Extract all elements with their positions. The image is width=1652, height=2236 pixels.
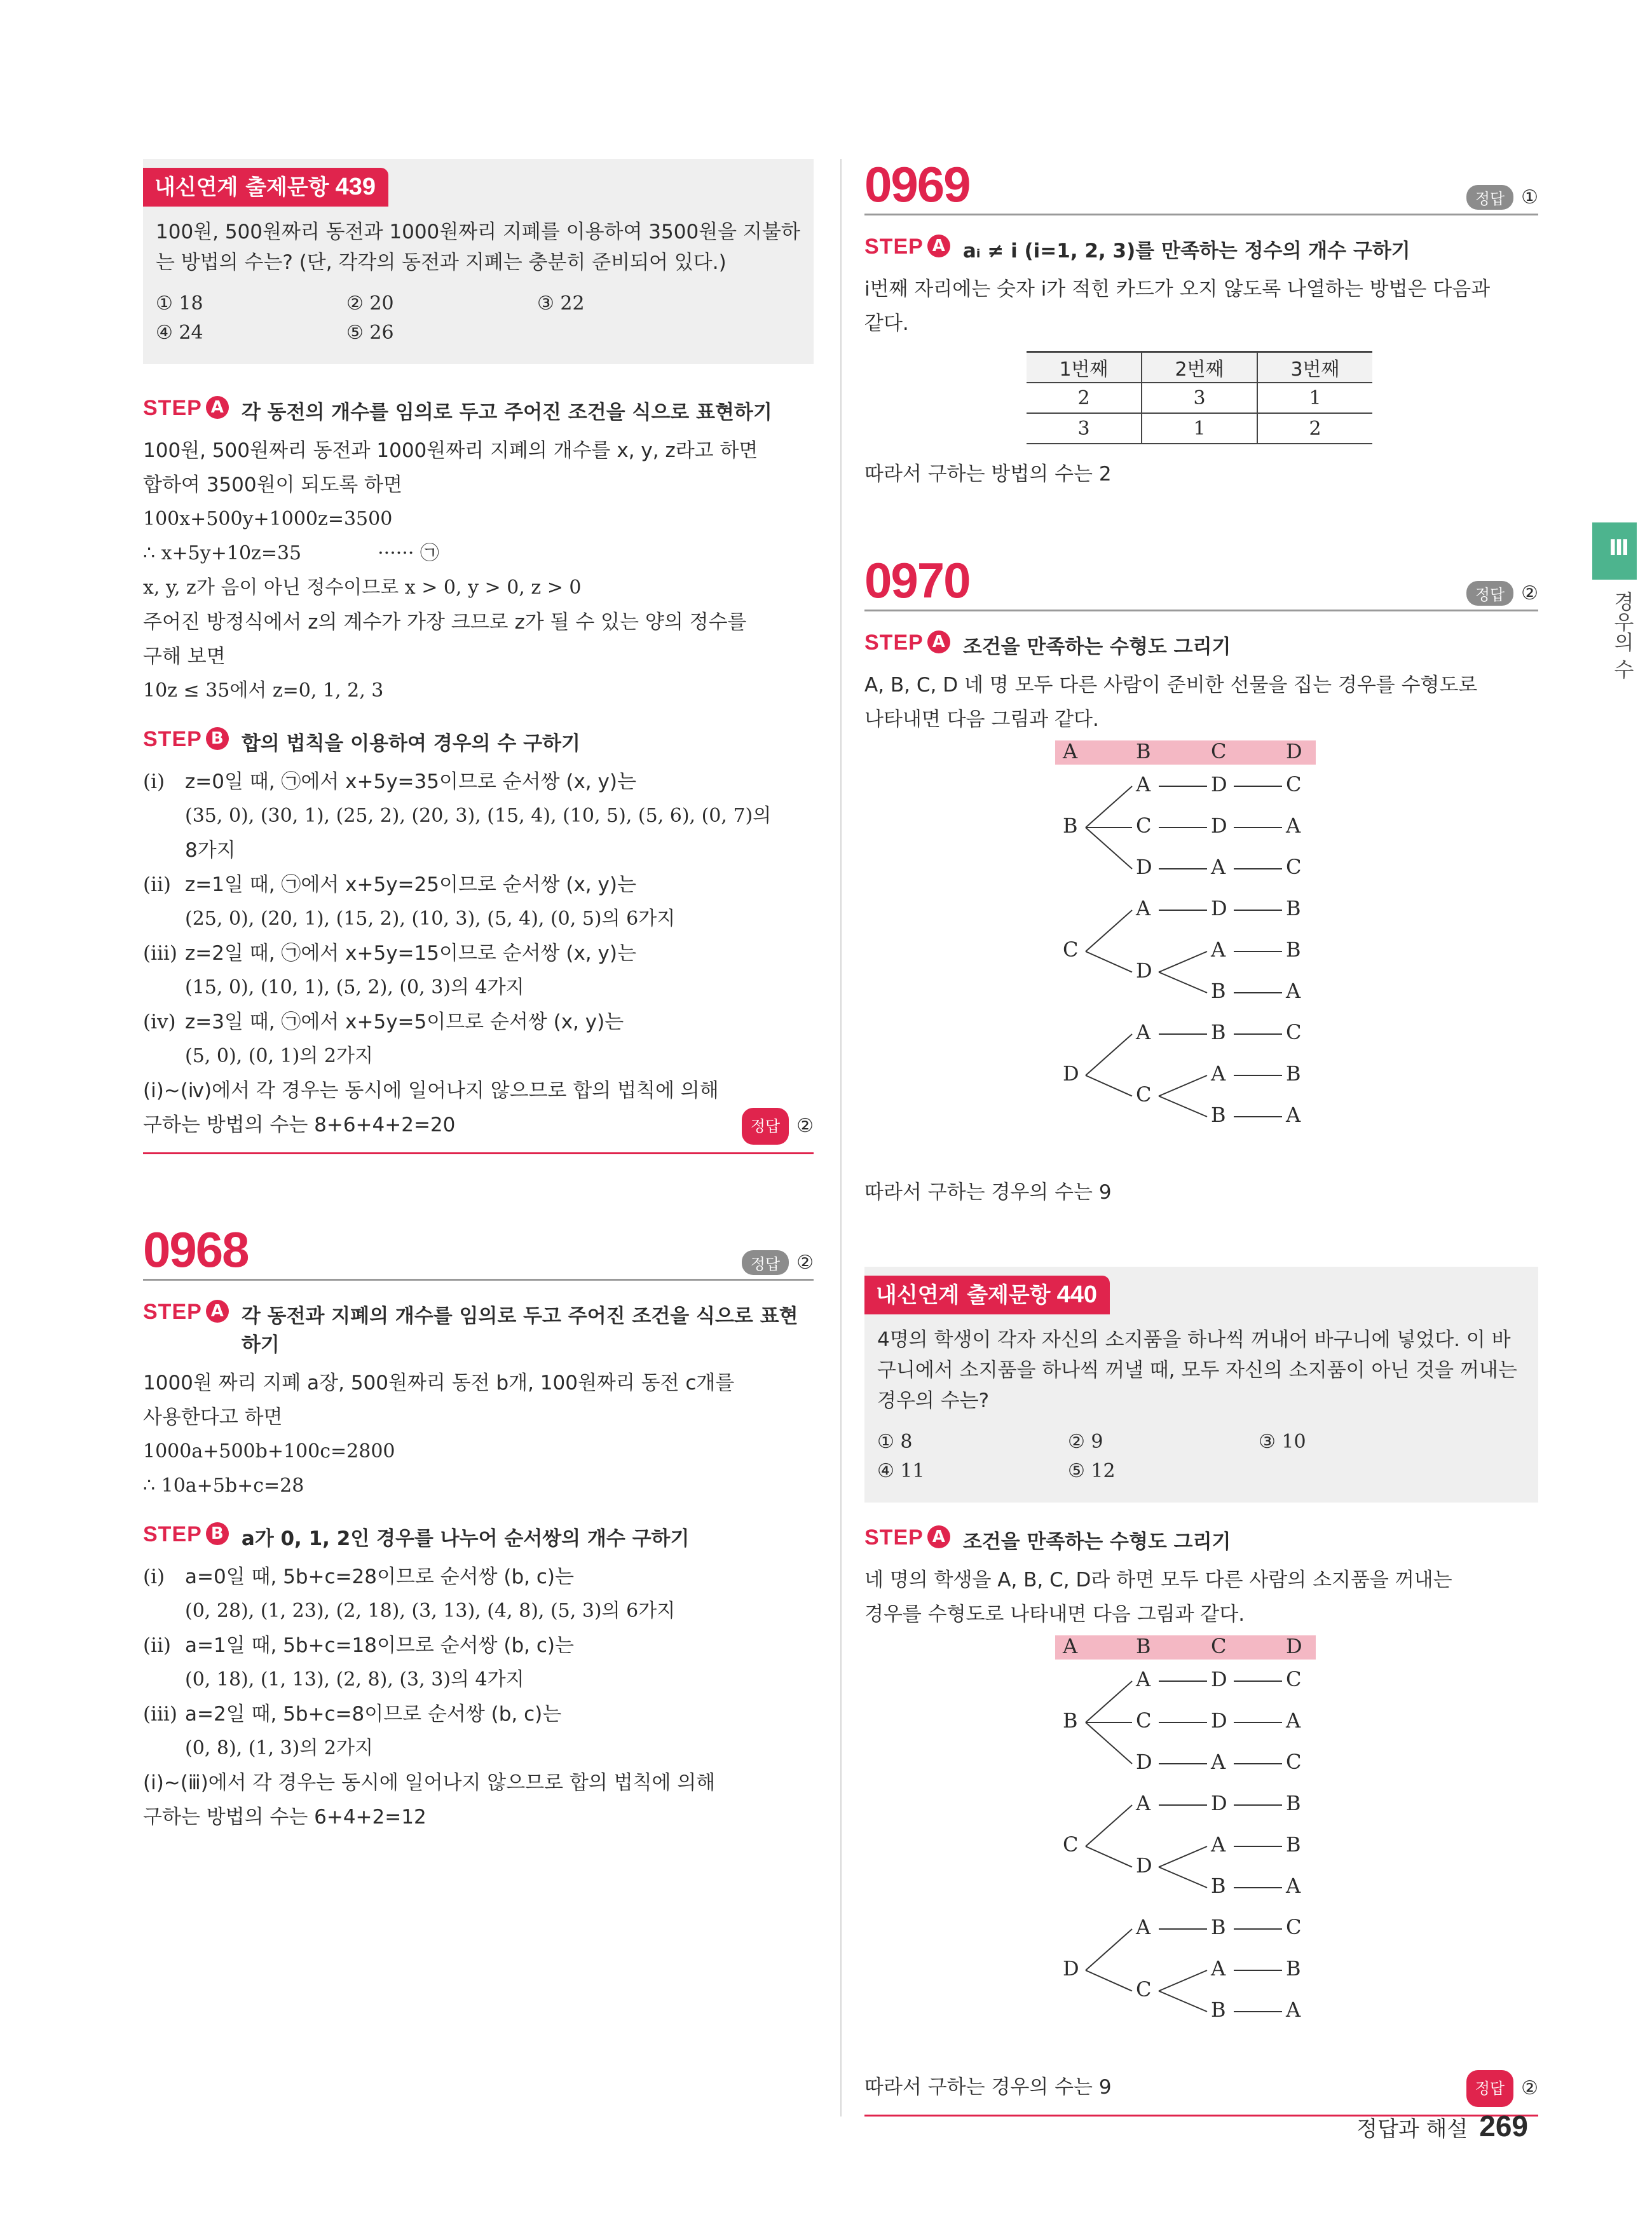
choice-3[interactable]: ③ 22 bbox=[537, 292, 585, 315]
tree-node: D bbox=[1136, 855, 1152, 879]
case-iv: (ⅳ) z=3일 때, ㉠에서 x+5y=5이므로 순서쌍 (x, y)는 bbox=[143, 1011, 624, 1033]
tree-node: C bbox=[1286, 855, 1302, 879]
conclusion: 구하는 방법의 수는 8+6+4+2=20 정답 ② bbox=[143, 1108, 814, 1145]
tree-node: C bbox=[1136, 1708, 1152, 1733]
tree-node: A bbox=[1211, 1061, 1226, 1086]
tree-node: A bbox=[1211, 1956, 1226, 1980]
text-line: 같다. bbox=[864, 312, 909, 335]
tree-edge bbox=[1086, 1034, 1132, 1075]
problem-number: 0970 bbox=[864, 552, 970, 608]
table-cell: 2 bbox=[1257, 413, 1372, 444]
step-a-heading: STEP A 각 동전의 개수를 임의로 두고 주어진 조건을 식으로 표현하기 bbox=[143, 396, 772, 424]
tree-node: B bbox=[1286, 1956, 1301, 1980]
tree-node: A bbox=[1136, 1915, 1151, 1939]
answer-badge: 정답 ① bbox=[1466, 185, 1538, 210]
tree-node: A bbox=[1136, 1791, 1151, 1815]
text-line: (ⅰ)~(ⅲ)에서 각 경우는 동시에 일어나지 않으므로 합의 법칙에 의해 bbox=[143, 1771, 716, 1794]
text-line: (0, 28), (1, 23), (2, 18), (3, 13), (4, 8), (5, 3)의 6가지 bbox=[185, 1600, 676, 1622]
tree-node: C bbox=[1286, 1667, 1302, 1691]
equation: 1000a+500b+100c=2800 bbox=[143, 1440, 395, 1462]
tree-node: A bbox=[1286, 1708, 1301, 1733]
problem-0970 bbox=[864, 552, 1538, 1210]
equation: ∴ 10a+5b+c=28 bbox=[143, 1475, 304, 1497]
case-i: (ⅰ) z=0일 때, ㉠에서 x+5y=35이므로 순서쌍 (x, y)는 bbox=[143, 770, 636, 793]
tree-node: C bbox=[1063, 937, 1079, 962]
tree-node: C bbox=[1136, 1977, 1152, 2001]
tree-node: B bbox=[1211, 1998, 1226, 2022]
text-line: 10z ≤ 35에서 z=0, 1, 2, 3 bbox=[143, 679, 384, 702]
choice-5[interactable]: ⑤ 26 bbox=[346, 322, 394, 344]
tree-header-band bbox=[1055, 1635, 1316, 1660]
tree-edge bbox=[1086, 951, 1132, 972]
choice-4[interactable]: ④ 11 bbox=[877, 1460, 925, 1482]
tree-edge bbox=[1086, 1846, 1132, 1867]
tree-node: D bbox=[1063, 1956, 1079, 1980]
tree-node: B bbox=[1286, 896, 1301, 920]
step-a-heading: STEP A 각 동전과 지폐의 개수를 임의로 두고 주어진 조건을 식으로 표현하기 bbox=[143, 1300, 798, 1356]
problem-header bbox=[143, 1224, 814, 1281]
text-line: (15, 0), (10, 1), (5, 2), (0, 3)의 4가지 bbox=[185, 976, 524, 999]
tree-node: A bbox=[1286, 1998, 1301, 2022]
text-line: (0, 8), (1, 3)의 2가지 bbox=[185, 1737, 373, 1759]
tree-edge bbox=[1086, 1805, 1132, 1846]
table-row bbox=[1027, 383, 1372, 413]
tree-node: B bbox=[1211, 1915, 1226, 1939]
problem-text: 100원, 500원짜리 동전과 1000원짜리 지폐를 이용하여 3500원을 지불하는 방법의 수는? (단, 각각의 동전과 지폐는 충분히 준비되어 있다.) bbox=[156, 221, 800, 274]
tree-node: A bbox=[1286, 1103, 1301, 1127]
tree-node: A bbox=[1136, 1667, 1151, 1691]
tree-header-label: D bbox=[1286, 739, 1302, 763]
text-line: (0, 18), (1, 13), (2, 8), (3, 3)의 4가지 bbox=[185, 1668, 524, 1691]
tree-edge bbox=[1086, 1929, 1132, 1970]
tree-node: D bbox=[1211, 896, 1227, 920]
choice-1[interactable]: ① 8 bbox=[877, 1431, 913, 1453]
text-line: 구해 보면 bbox=[143, 645, 226, 668]
tree-node: D bbox=[1063, 1061, 1079, 1086]
tree-node: C bbox=[1136, 1082, 1152, 1107]
conclusion: 따라서 구하는 방법의 수는 2 bbox=[864, 463, 1112, 486]
chapter-tab: Ⅲ bbox=[1592, 522, 1637, 580]
answer-choices bbox=[877, 1428, 1526, 1486]
choice-2[interactable]: ② 20 bbox=[346, 292, 394, 315]
tree-node: A bbox=[1211, 1832, 1226, 1857]
page-number: 269 bbox=[1479, 2110, 1528, 2143]
choice-4[interactable]: ④ 24 bbox=[156, 322, 203, 344]
text-line: i번째 자리에는 숫자 i가 적힌 카드가 오지 않도록 나열하는 방법은 다음과 bbox=[864, 278, 1491, 301]
choice-3[interactable]: ③ 10 bbox=[1259, 1431, 1306, 1453]
table-header: 3번째 bbox=[1257, 352, 1372, 383]
text-line: 1000원 짜리 지폐 a장, 500원짜리 동전 b개, 100원짜리 동전 c개를 bbox=[143, 1372, 735, 1394]
tree-edge bbox=[1159, 951, 1207, 972]
choice-5[interactable]: ⑤ 12 bbox=[1068, 1460, 1116, 1482]
tree-node: A bbox=[1286, 814, 1301, 838]
equation-labeled: ∴ x+5y+10z=35 ······ ㉠ bbox=[143, 542, 439, 564]
tree-node: B bbox=[1286, 1061, 1301, 1086]
tree-node: A bbox=[1286, 1874, 1301, 1898]
problem-number: 0968 bbox=[143, 1222, 249, 1278]
tree-node: C bbox=[1286, 1915, 1302, 1939]
naesin-problem-440 bbox=[864, 1267, 1538, 1503]
tree-node: C bbox=[1136, 814, 1152, 838]
case-ii: (ⅱ) a=1일 때, 5b+c=18이므로 순서쌍 (b, c)는 bbox=[143, 1634, 574, 1657]
tree-node: B bbox=[1211, 979, 1226, 1003]
case-iii: (ⅲ) a=2일 때, 5b+c=8이므로 순서쌍 (b, c)는 bbox=[143, 1703, 562, 1726]
table-cell: 2 bbox=[1027, 383, 1142, 413]
tree-node: B bbox=[1211, 1020, 1226, 1044]
tree-node: B bbox=[1063, 1708, 1078, 1733]
tree-node: A bbox=[1211, 855, 1226, 879]
tree-node: C bbox=[1286, 1750, 1302, 1774]
tree-lines bbox=[864, 737, 1538, 1175]
page-footer bbox=[1356, 2109, 1528, 2143]
case-iii: (ⅲ) z=2일 때, ㉠에서 x+5y=15이므로 순서쌍 (x, y)는 bbox=[143, 942, 636, 965]
tree-header-label: D bbox=[1286, 1634, 1302, 1658]
naesin-tag: 내신연계 출제문항 440 bbox=[864, 1276, 1110, 1314]
tree-edge bbox=[1159, 1970, 1207, 1991]
text-line: (35, 0), (30, 1), (25, 2), (20, 3), (15, 4), (10, 5), (5, 6), (0, 7)의 bbox=[185, 805, 772, 827]
problem-text: 4명의 학생이 각자 자신의 소지품을 하나씩 꺼내어 바구니에 넣었다. 이 바구니에서 소지품을 하나씩 꺼낼 때, 모두 자신의 소지품이 아닌 것을 꺼내는 경우의 수는? bbox=[877, 1328, 1517, 1412]
naesin-problem-439 bbox=[143, 159, 814, 364]
tree-node: D bbox=[1211, 1791, 1227, 1815]
text-line: 100원, 500원짜리 동전과 1000원짜리 지폐의 개수를 x, y, z라고 하면 bbox=[143, 439, 758, 462]
tree-node: C bbox=[1286, 772, 1302, 796]
tree-edge bbox=[1086, 1075, 1132, 1096]
step-b-heading: STEP B 합의 법칙을 이용하여 경우의 수 구하기 bbox=[143, 727, 580, 755]
text-line: 주어진 방정식에서 z의 계수가 가장 크므로 z가 될 수 있는 양의 정수를 bbox=[143, 611, 747, 634]
tree-node: B bbox=[1286, 1832, 1301, 1857]
conclusion: 따라서 구하는 경우의 수는 9 정답 ② bbox=[864, 2070, 1538, 2107]
tree-edge bbox=[1086, 910, 1132, 951]
footer-label: 정답과 해설 bbox=[1356, 2117, 1468, 2142]
answer-badge: 정답 ② bbox=[1466, 2070, 1538, 2107]
tree-edge bbox=[1086, 828, 1132, 869]
text-line: A, B, C, D 네 명 모두 다른 사람이 준비한 선물을 집는 경우를 수형도로 bbox=[864, 674, 1478, 697]
tree-node: B bbox=[1286, 1791, 1301, 1815]
tree-edge bbox=[1159, 1075, 1207, 1096]
answer-badge: 정답 ② bbox=[742, 1250, 814, 1275]
tree-edge bbox=[1086, 786, 1132, 828]
tree-header-label: B bbox=[1136, 739, 1151, 763]
text-line: (5, 0), (0, 1)의 2가지 bbox=[185, 1045, 373, 1067]
table-cell: 1 bbox=[1142, 413, 1257, 444]
tree-diagram bbox=[864, 737, 1538, 1175]
tree-edge bbox=[1159, 972, 1207, 993]
column-divider bbox=[840, 159, 842, 2117]
tree-node: C bbox=[1286, 1020, 1302, 1044]
text-line: 경우를 수형도로 나타내면 다음 그림과 같다. bbox=[864, 1603, 1245, 1626]
tree-header-label: C bbox=[1211, 1634, 1227, 1658]
left-column bbox=[143, 159, 814, 1834]
tree-node: B bbox=[1286, 937, 1301, 962]
step-b-heading: STEP B a가 0, 1, 2인 경우를 나누어 순서쌍의 개수 구하기 bbox=[143, 1522, 690, 1550]
choice-1[interactable]: ① 18 bbox=[156, 292, 203, 315]
text-line: 사용한다고 하면 bbox=[143, 1406, 283, 1429]
table-header: 1번째 bbox=[1027, 352, 1142, 383]
tree-node: D bbox=[1211, 1708, 1227, 1733]
tree-node: B bbox=[1211, 1103, 1226, 1127]
solution-439 bbox=[143, 396, 814, 1154]
equation: 100x+500y+1000z=3500 bbox=[143, 508, 393, 530]
tree-node: A bbox=[1211, 1750, 1226, 1774]
tree-node: D bbox=[1136, 958, 1152, 983]
naesin-tag: 내신연계 출제문항 439 bbox=[143, 168, 388, 207]
text-line: 네 명의 학생을 A, B, C, D라 하면 모두 다른 사람의 소지품을 꺼내는 bbox=[864, 1569, 1452, 1592]
answer-badge: 정답 ② bbox=[1466, 581, 1538, 606]
tree-edge bbox=[1086, 1970, 1132, 1991]
tree-node: D bbox=[1211, 772, 1227, 796]
conclusion: 구하는 방법의 수는 6+4+2=12 bbox=[143, 1806, 427, 1829]
tree-edge bbox=[1159, 1867, 1207, 1888]
tree-lines bbox=[864, 1632, 1538, 2070]
tree-node: A bbox=[1136, 896, 1151, 920]
problem-0968 bbox=[143, 1224, 814, 1834]
tree-node: A bbox=[1211, 937, 1226, 962]
tree-edge bbox=[1086, 1722, 1132, 1764]
step-a-heading: STEP A aᵢ ≠ i (i=1, 2, 3)를 만족하는 정수의 개수 구하기 bbox=[864, 235, 1410, 262]
problem-0969 bbox=[864, 156, 1538, 491]
tree-node: D bbox=[1136, 1750, 1152, 1774]
conclusion: 따라서 구하는 경우의 수는 9 bbox=[864, 1181, 1112, 1204]
tree-header-label: C bbox=[1211, 739, 1227, 763]
solution-440 bbox=[864, 1525, 1538, 2117]
table-cell: 1 bbox=[1257, 383, 1372, 413]
choice-2[interactable]: ② 9 bbox=[1068, 1431, 1103, 1453]
problem-number: 0969 bbox=[864, 156, 970, 212]
case-i: (ⅰ) a=0일 때, 5b+c=28이므로 순서쌍 (b, c)는 bbox=[143, 1565, 574, 1588]
tree-header-label: B bbox=[1136, 1634, 1151, 1658]
text-line: (25, 0), (20, 1), (15, 2), (10, 3), (5, 4), (0, 5)의 6가지 bbox=[185, 908, 676, 930]
tree-node: D bbox=[1136, 1853, 1152, 1878]
tree-node: A bbox=[1286, 979, 1301, 1003]
table-row bbox=[1027, 413, 1372, 444]
tree-node: B bbox=[1063, 814, 1078, 838]
text-line: 합하여 3500원이 되도록 하면 bbox=[143, 474, 402, 496]
chapter-tab-text: 경우의 수 bbox=[1611, 591, 1635, 679]
tree-node: D bbox=[1211, 1667, 1227, 1691]
tree-node: D bbox=[1211, 814, 1227, 838]
tree-node: B bbox=[1211, 1874, 1226, 1898]
tree-header-label: A bbox=[1063, 739, 1078, 763]
table-header: 2번째 bbox=[1142, 352, 1257, 383]
tree-edge bbox=[1159, 1846, 1207, 1867]
text-line: 8가지 bbox=[185, 839, 236, 862]
answer-choices bbox=[156, 289, 801, 348]
permutation-table bbox=[1027, 351, 1372, 444]
right-column bbox=[864, 156, 1538, 2117]
tree-node: C bbox=[1063, 1832, 1079, 1857]
tree-diagram bbox=[864, 1632, 1538, 2070]
text-line: x, y, z가 음이 아닌 정수이므로 x > 0, y > 0, z > 0 bbox=[143, 576, 582, 599]
tree-edge bbox=[1086, 1681, 1132, 1722]
tree-edge bbox=[1159, 1096, 1207, 1117]
step-a-heading: STEP A 조건을 만족하는 수형도 그리기 bbox=[864, 1525, 1231, 1553]
problem-header bbox=[864, 552, 1538, 611]
tree-node: A bbox=[1136, 772, 1151, 796]
tree-node: A bbox=[1136, 1020, 1151, 1044]
table-cell: 3 bbox=[1027, 413, 1142, 444]
problem-header bbox=[864, 156, 1538, 215]
case-ii: (ⅱ) z=1일 때, ㉠에서 x+5y=25이므로 순서쌍 (x, y)는 bbox=[143, 873, 636, 896]
step-a-heading: STEP A 조건을 만족하는 수형도 그리기 bbox=[864, 631, 1231, 658]
tree-header-band bbox=[1055, 740, 1316, 765]
text-line: 나타내면 다음 그림과 같다. bbox=[864, 708, 1099, 731]
table-cell: 3 bbox=[1142, 383, 1257, 413]
tree-header-label: A bbox=[1063, 1634, 1078, 1658]
answer-badge: 정답 ② bbox=[742, 1108, 814, 1145]
text-line: (ⅰ)~(ⅳ)에서 각 경우는 동시에 일어나지 않으므로 합의 법칙에 의해 bbox=[143, 1079, 719, 1102]
tree-edge bbox=[1159, 1991, 1207, 2012]
